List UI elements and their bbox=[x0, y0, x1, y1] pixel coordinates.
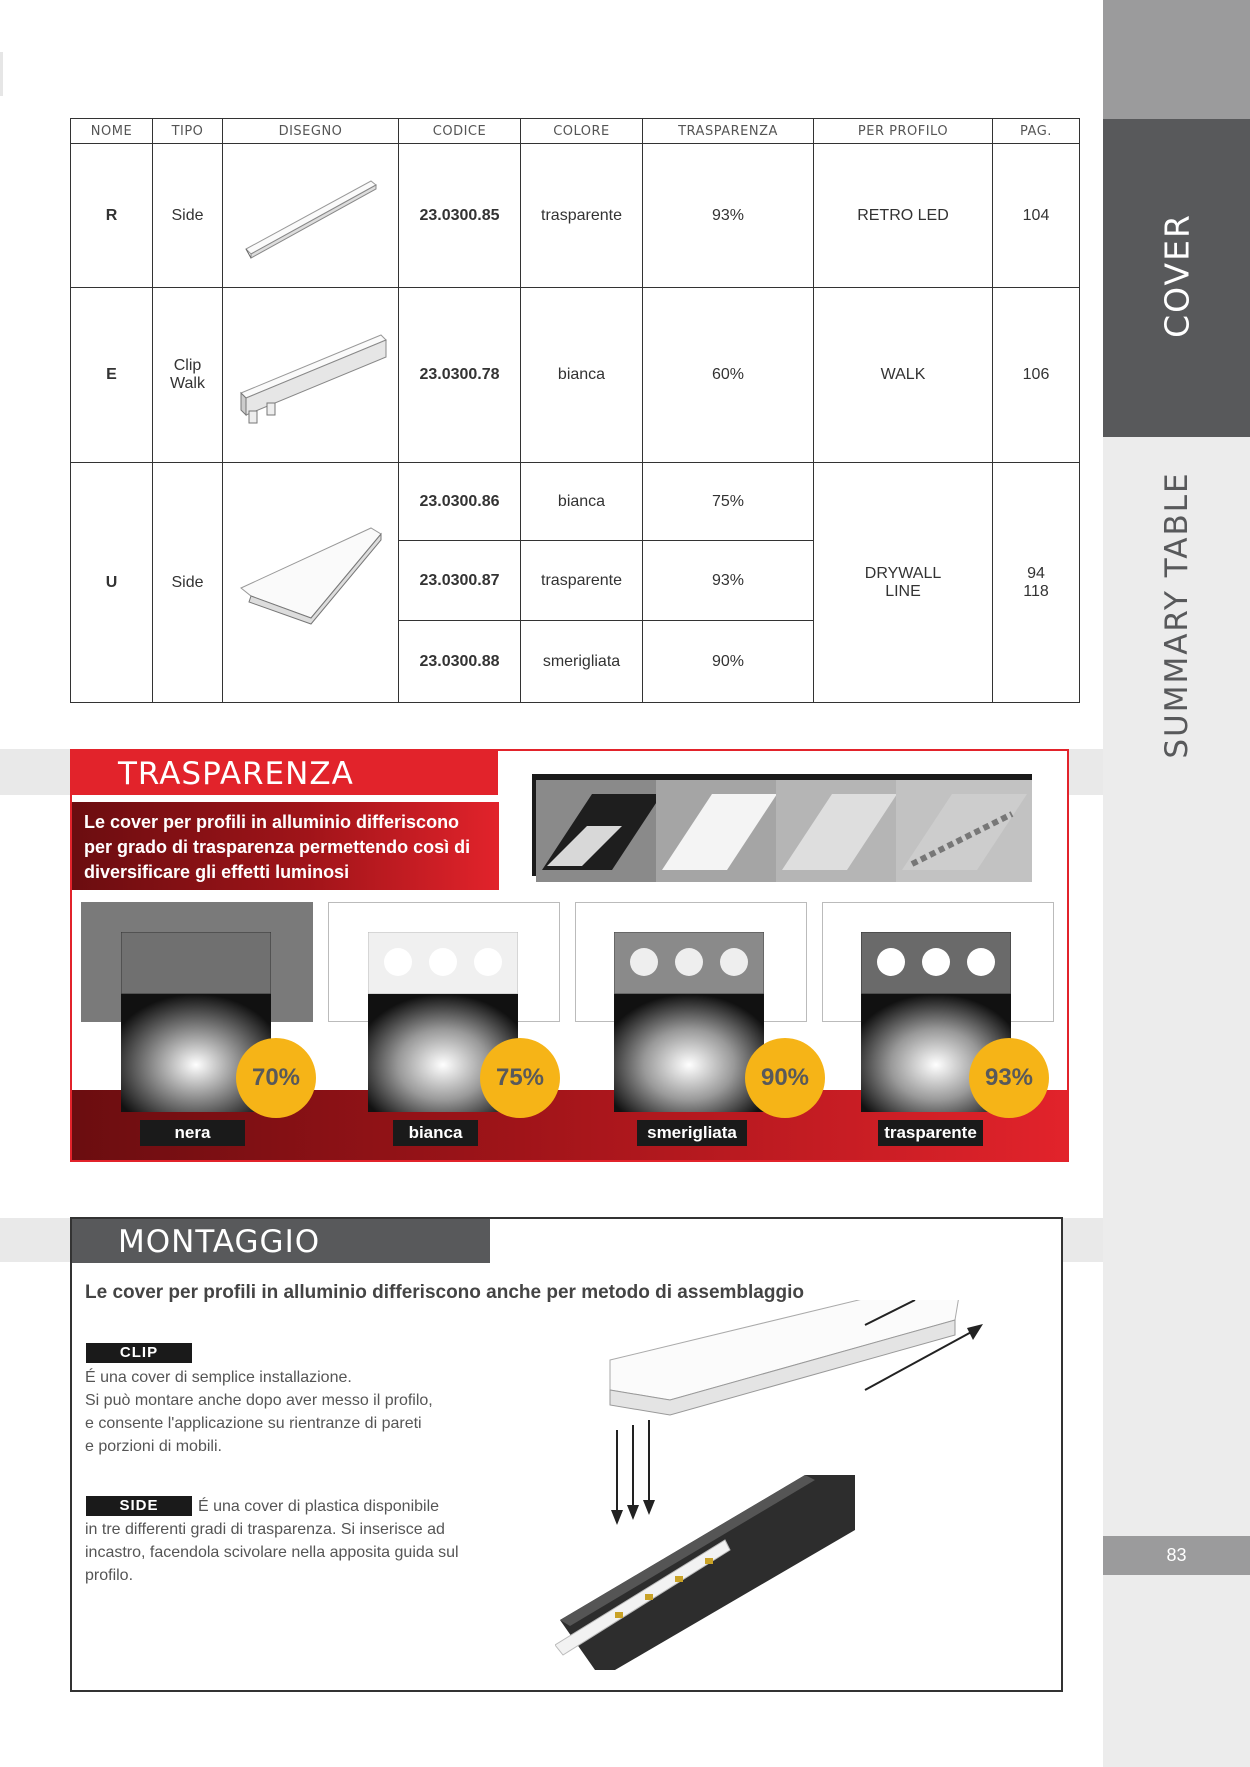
row-codice: 23.0300.86 bbox=[399, 463, 521, 541]
table-row bbox=[71, 288, 1080, 463]
trasparenza-title: TRASPARENZA bbox=[72, 751, 498, 795]
clip-line: e porzioni di mobili. bbox=[85, 1438, 222, 1455]
header-trasparenza: TRASPARENZA bbox=[643, 119, 814, 144]
row-profilo: RETRO LED bbox=[814, 144, 993, 288]
row-colore: trasparente bbox=[521, 541, 643, 621]
clip-line: É una cover di semplice installazione. bbox=[85, 1369, 352, 1386]
row-profilo-line: LINE bbox=[885, 582, 921, 600]
montaggio-title: MONTAGGIO bbox=[72, 1219, 490, 1263]
light-strip-smerigliata bbox=[614, 932, 764, 1112]
row-pag: 106 bbox=[993, 288, 1080, 463]
summary-table bbox=[70, 118, 1080, 703]
row-colore: smerigliata bbox=[521, 621, 643, 703]
row-codice: 23.0300.88 bbox=[399, 621, 521, 703]
caption-bianca: bianca bbox=[393, 1120, 478, 1146]
header-disegno: DISEGNO bbox=[223, 119, 399, 144]
row-codice: 23.0300.87 bbox=[399, 541, 521, 621]
row-pag bbox=[993, 463, 1080, 703]
row-trasparenza: 60% bbox=[643, 288, 814, 463]
side-line-first: É una cover di plastica disponibile bbox=[198, 1498, 440, 1515]
side-tag: SIDE bbox=[86, 1496, 192, 1516]
assembly-illustration bbox=[555, 1300, 995, 1670]
percent-badge-bianca: 75% bbox=[480, 1038, 560, 1118]
caption-nera: nera bbox=[140, 1120, 245, 1146]
cover-samples-photo bbox=[532, 774, 1032, 882]
clip-line: Si può montare anche dopo aver messo il profilo, bbox=[85, 1392, 433, 1409]
percent-badge-trasparente: 93% bbox=[969, 1038, 1049, 1118]
row-pag-line: 118 bbox=[1023, 582, 1049, 600]
percent-badge-smerigliata: 90% bbox=[745, 1038, 825, 1118]
page-number: 83 bbox=[1103, 1536, 1250, 1575]
row-pag-line: 94 bbox=[1027, 564, 1045, 582]
percent-badge-nera: 70% bbox=[236, 1038, 316, 1118]
cover-flat-drawing bbox=[236, 161, 386, 271]
row-pag: 104 bbox=[993, 144, 1080, 288]
header-codice: CODICE bbox=[399, 119, 521, 144]
drawing-cell bbox=[223, 463, 399, 703]
row-tipo-line: Walk bbox=[170, 375, 205, 392]
sidebar-cover-label: COVER bbox=[1157, 213, 1197, 338]
row-trasparenza: 93% bbox=[643, 541, 814, 621]
row-codice: 23.0300.85 bbox=[399, 144, 521, 288]
caption-smerigliata: smerigliata bbox=[637, 1120, 747, 1146]
table-header-row bbox=[71, 119, 1080, 144]
row-nome: U bbox=[71, 463, 153, 703]
sidebar-summary-label: SUMMARY TABLE bbox=[1159, 471, 1195, 759]
cover-side-drawing bbox=[231, 508, 391, 658]
drawing-cell bbox=[223, 144, 399, 288]
row-colore: bianca bbox=[521, 288, 643, 463]
side-line: profilo. bbox=[85, 1567, 134, 1584]
header-pag: PAG. bbox=[993, 119, 1080, 144]
header-colore: COLORE bbox=[521, 119, 643, 144]
side-line: incastro, facendola scivolare nella apposita guida sul bbox=[85, 1544, 459, 1561]
row-tipo: Side bbox=[153, 463, 223, 703]
row-profilo: WALK bbox=[814, 288, 993, 463]
table-row bbox=[71, 144, 1080, 288]
header-per-profilo: PER PROFILO bbox=[814, 119, 993, 144]
cover-clip-drawing bbox=[231, 315, 391, 435]
row-trasparenza: 93% bbox=[643, 144, 814, 288]
row-codice: 23.0300.78 bbox=[399, 288, 521, 463]
page-edge-mark bbox=[0, 52, 3, 96]
side-line: in tre differenti gradi di trasparenza. Si inserisce ad bbox=[85, 1521, 445, 1538]
caption-trasparente: trasparente bbox=[878, 1120, 983, 1146]
montaggio-subtitle: Le cover per profili in alluminio differiscono anche per metodo di assemblaggio bbox=[85, 1282, 804, 1303]
summary-table-wrapper bbox=[70, 118, 1079, 701]
clip-line: e consente l'applicazione su rientranze di pareti bbox=[85, 1415, 422, 1432]
table-row bbox=[71, 463, 1080, 541]
row-colore: bianca bbox=[521, 463, 643, 541]
header-nome: NOME bbox=[71, 119, 153, 144]
clip-tag: CLIP bbox=[86, 1343, 192, 1363]
header-tipo: TIPO bbox=[153, 119, 223, 144]
row-profilo bbox=[814, 463, 993, 703]
side-description bbox=[85, 1518, 459, 1587]
sidebar-top-block bbox=[1103, 0, 1250, 119]
row-nome: R bbox=[71, 144, 153, 288]
row-trasparenza: 75% bbox=[643, 463, 814, 541]
row-tipo-line: Clip bbox=[173, 357, 202, 374]
row-profilo-line: DRYWALL bbox=[864, 564, 942, 582]
row-colore: trasparente bbox=[521, 144, 643, 288]
row-tipo bbox=[153, 288, 223, 463]
row-tipo: Side bbox=[153, 144, 223, 288]
row-trasparenza: 90% bbox=[643, 621, 814, 703]
drawing-cell bbox=[223, 288, 399, 463]
trasparenza-description: Le cover per profili in alluminio differiscono per grado di trasparenza permettendo così di diversificare gli effetti luminosi bbox=[72, 802, 499, 890]
clip-description bbox=[85, 1366, 433, 1458]
row-nome: E bbox=[71, 288, 153, 463]
